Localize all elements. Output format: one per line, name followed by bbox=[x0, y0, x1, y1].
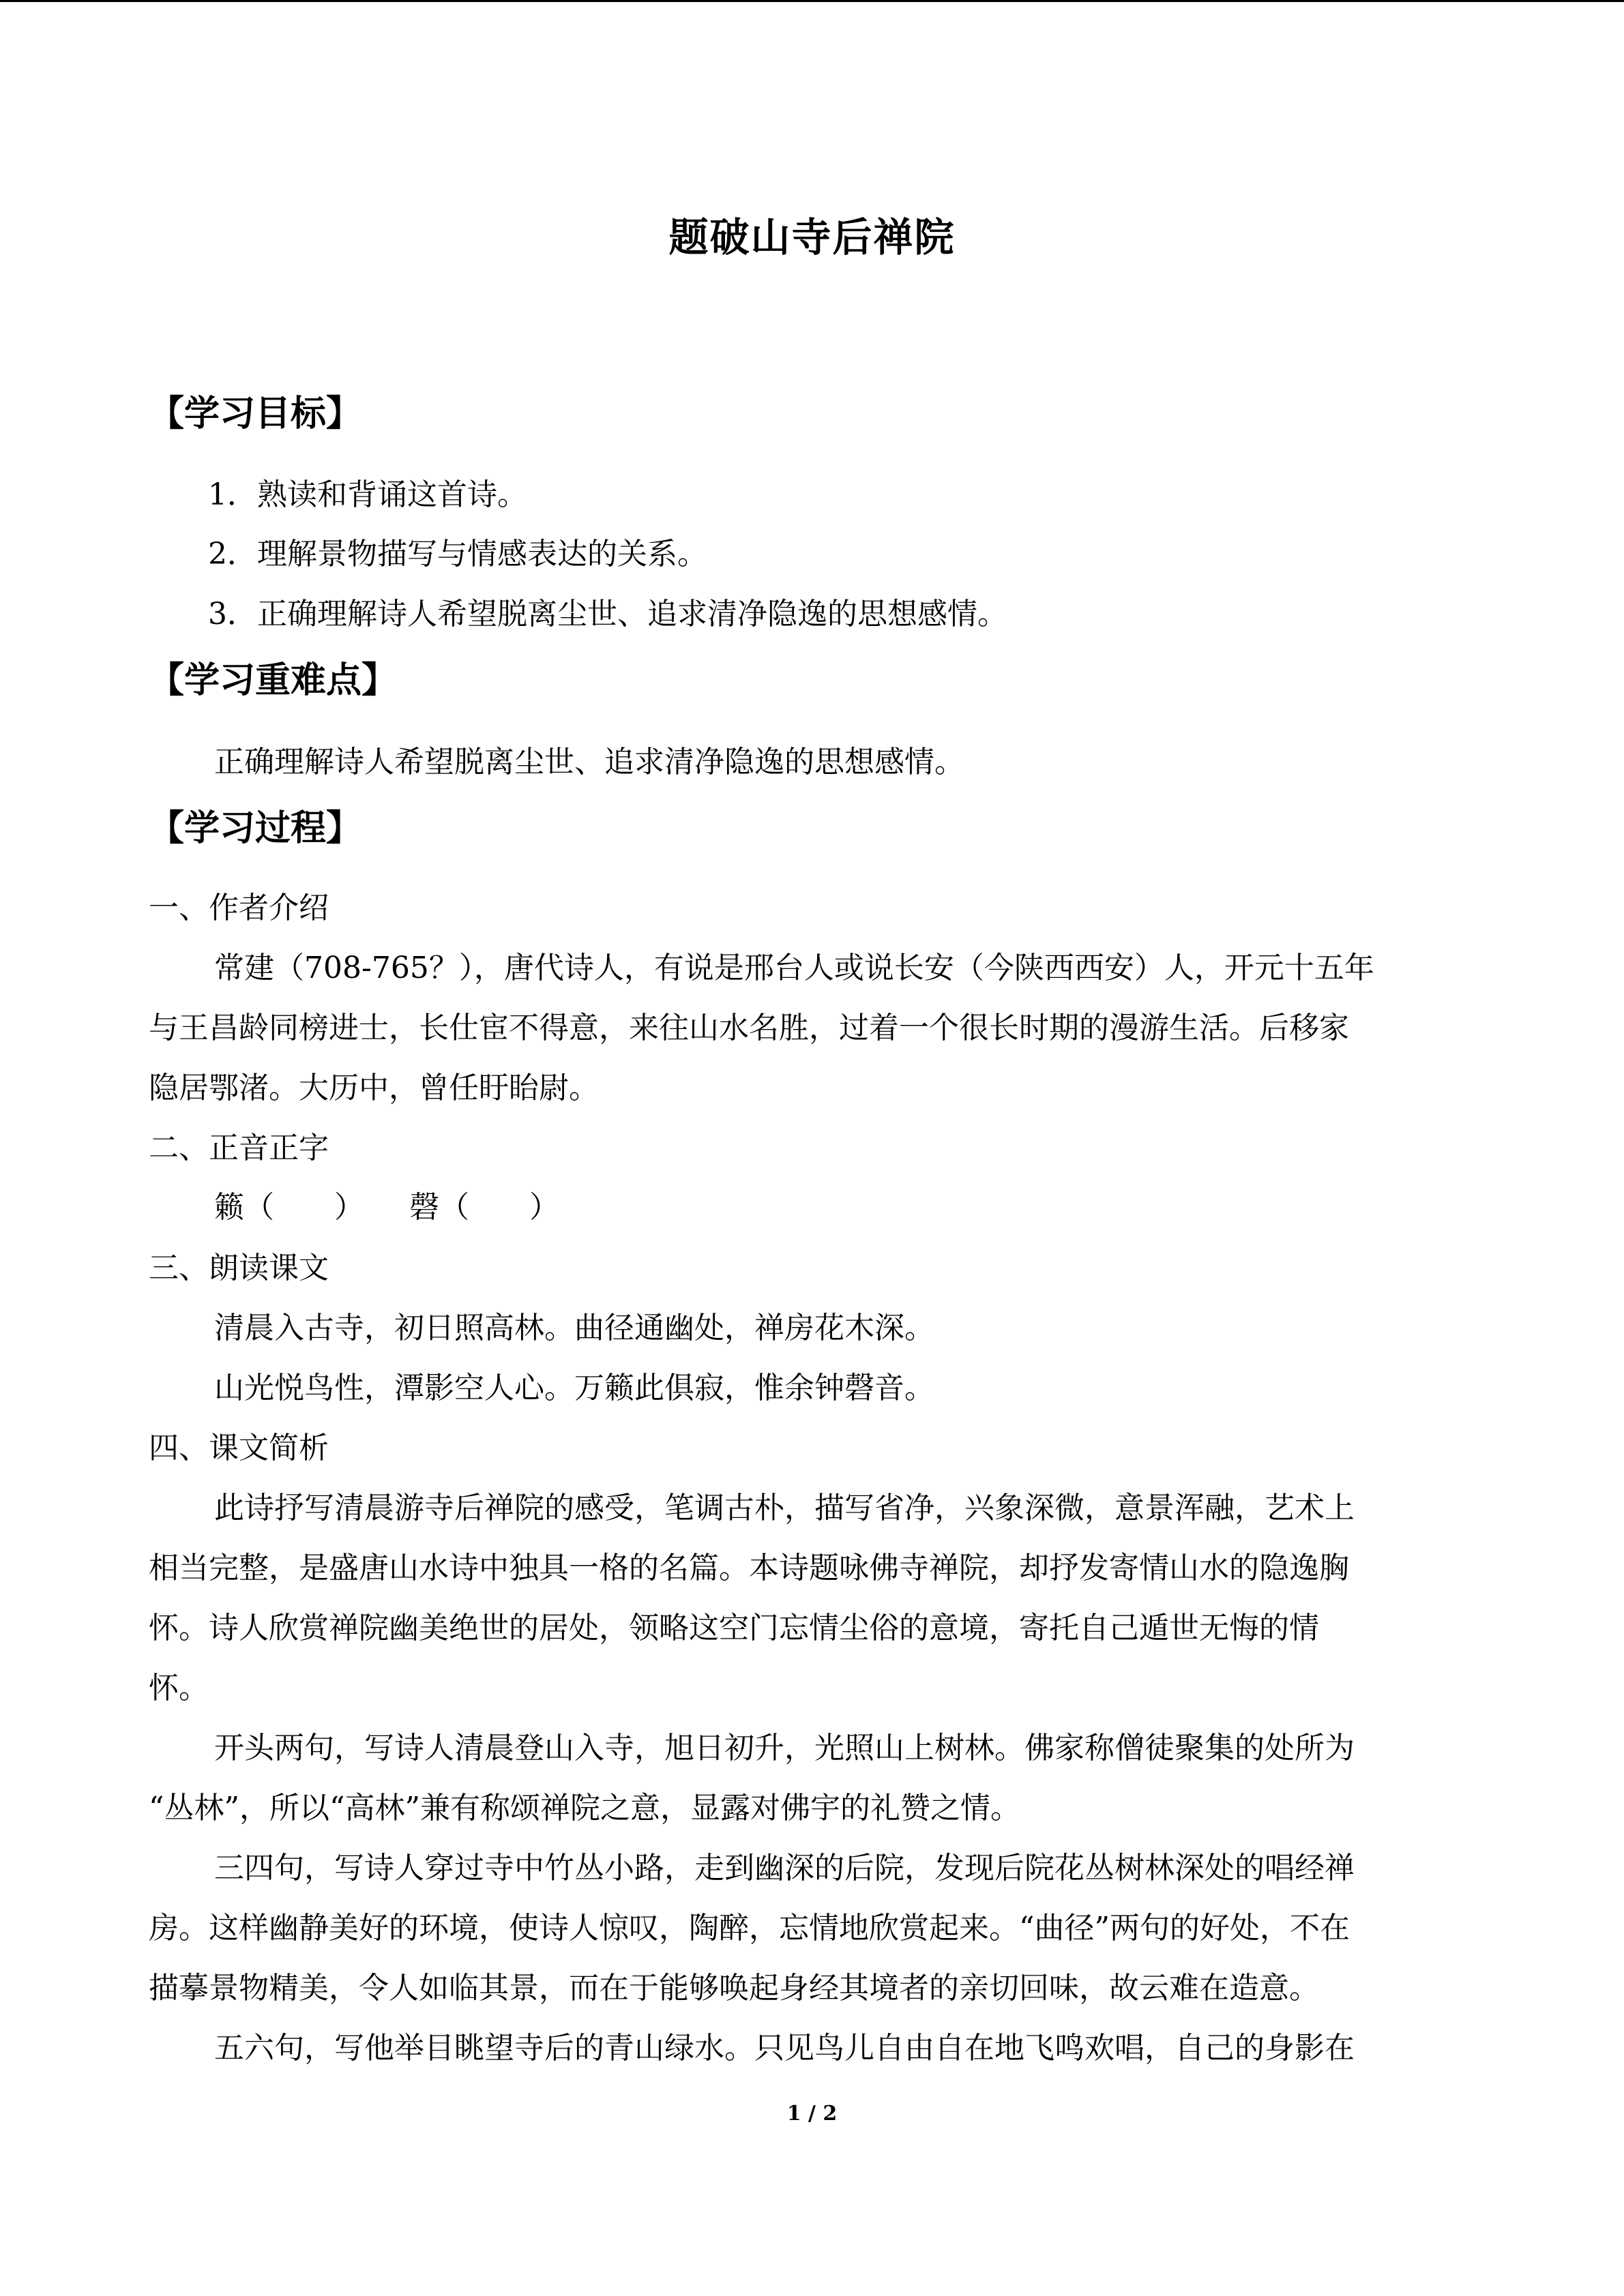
analysis-section-heading: 四、课文简析 bbox=[149, 1431, 329, 1465]
analysis-line-8: 房。这样幽静美好的环境，使诗人惊叹，陶醉，忘情地欣赏起来。“曲径”两句的好处，不在 bbox=[149, 1911, 1350, 1945]
key-points-text: 正确理解诗人希望脱离尘世、追求清净隐逸的思想感情。 bbox=[214, 745, 964, 779]
author-line-2: 与王昌龄同榜进士，长仕宦不得意，来往山水名胜，过着一个很长时期的漫游生活。后移家 bbox=[149, 1011, 1349, 1045]
author-section-heading: 一、作者介绍 bbox=[149, 891, 329, 925]
heading-process: 【学习过程】 bbox=[149, 807, 362, 849]
reading-section-heading: 三、朗读课文 bbox=[149, 1251, 329, 1285]
document-title: 题破山寺后禅院 bbox=[668, 214, 956, 260]
page-top-border bbox=[0, 0, 1624, 2]
pronunciation-section-heading: 二、正音正字 bbox=[149, 1131, 329, 1165]
analysis-line-9: 描摹景物精美，令人如临其景，而在于能够唤起身经其境者的亲切回味，故云难在造意。 bbox=[149, 1971, 1319, 2006]
objective-item-3: 3．正确理解诗人希望脱离尘世、追求清净隐逸的思想感情。 bbox=[208, 597, 1007, 631]
author-line-3: 隐居鄂渚。大历中，曾任盱眙尉。 bbox=[149, 1071, 599, 1105]
analysis-line-3: 怀。诗人欣赏禅院幽美绝世的居处，领略这空门忘情尘俗的意境，寄托自己遁世无悔的情 bbox=[149, 1611, 1319, 1645]
heading-key-points: 【学习重难点】 bbox=[149, 659, 398, 701]
analysis-line-2: 相当完整，是盛唐山水诗中独具一格的名篇。本诗题咏佛寺禅院，却抒发寄情山水的隐逸胸 bbox=[149, 1551, 1349, 1585]
author-line-1: 常建（708-765？），唐代诗人，有说是邢台人或说长安（今陕西西安）人，开元十五年 bbox=[214, 951, 1374, 985]
analysis-line-4: 怀。 bbox=[149, 1671, 209, 1705]
analysis-line-1: 此诗抒写清晨游寺后禅院的感受，笔调古朴，描写省净，兴象深微，意景浑融，艺术上 bbox=[214, 1491, 1355, 1525]
heading-objectives: 【学习目标】 bbox=[149, 393, 362, 434]
objective-item-1: 1．熟读和背诵这首诗。 bbox=[208, 477, 527, 512]
analysis-line-5: 开头两句，写诗人清晨登山入寺，旭日初升，光照山上树林。佛家称僧徒聚集的处所为 bbox=[214, 1731, 1355, 1765]
poem-line-1: 清晨入古寺，初日照高林。曲径通幽处，禅房花木深。 bbox=[214, 1311, 934, 1345]
analysis-line-7: 三四句，写诗人穿过寺中竹丛小路，走到幽深的后院，发现后院花丛树林深处的唱经禅 bbox=[214, 1851, 1355, 1885]
analysis-line-10: 五六句，写他举目眺望寺后的青山绿水。只见鸟儿自由自在地飞鸣欢唱，自己的身影在 bbox=[214, 2031, 1355, 2066]
objective-item-2: 2．理解景物描写与情感表达的关系。 bbox=[208, 537, 707, 571]
page-number: 1 / 2 bbox=[786, 2102, 838, 2126]
poem-line-2: 山光悦鸟性，潭影空人心。万籁此俱寂，惟余钟磬音。 bbox=[214, 1371, 934, 1405]
pronunciation-line: 籁（ ） 磬（ ） bbox=[214, 1190, 559, 1225]
analysis-line-6: “丛林”，所以“高林”兼有称颂禅院之意，显露对佛宇的礼赞之情。 bbox=[149, 1791, 1020, 1825]
